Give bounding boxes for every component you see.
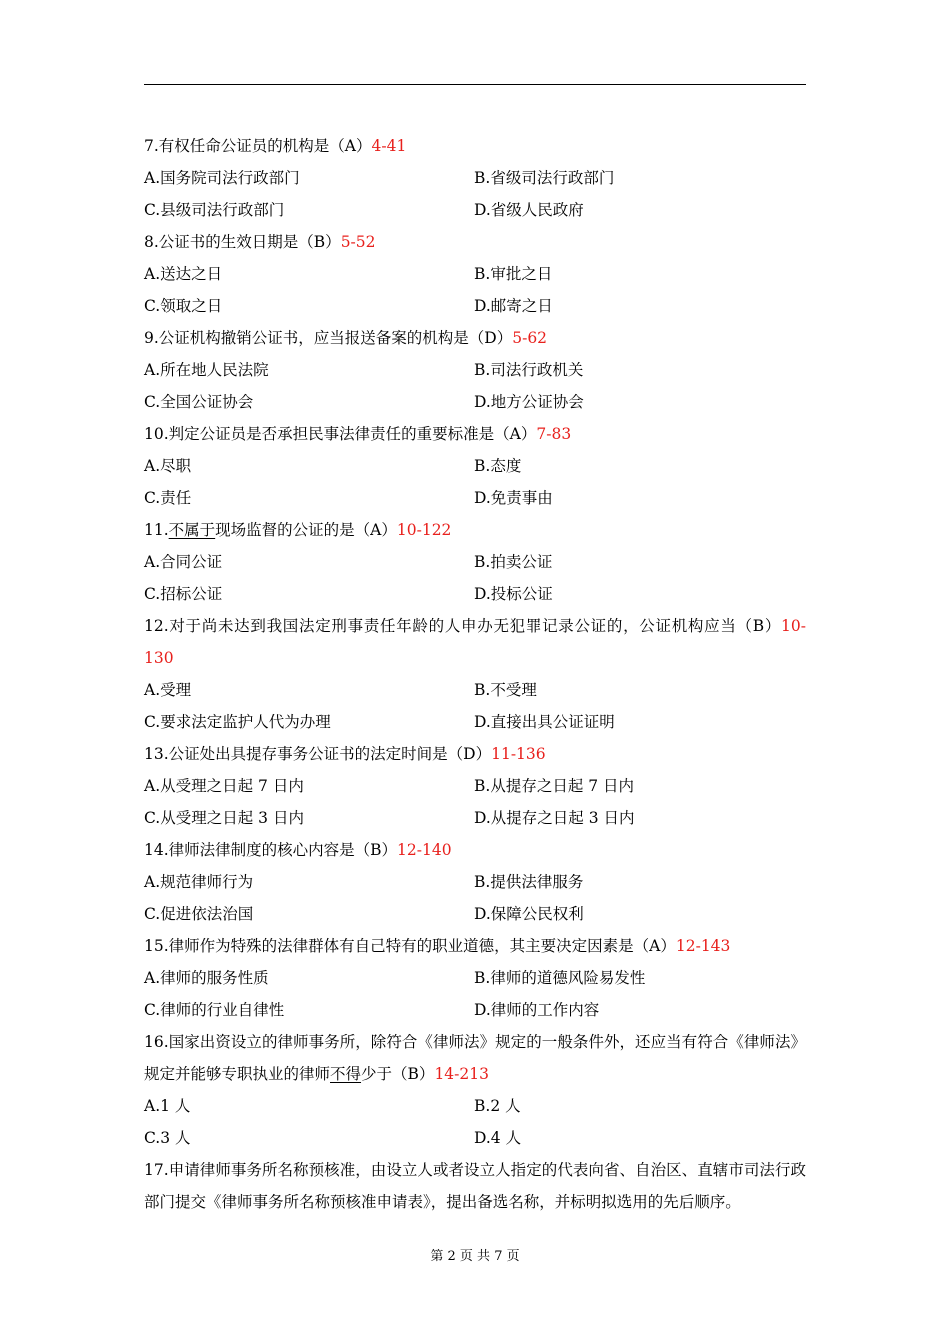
page-reference: 4-41: [371, 137, 407, 155]
question-list: [144, 130, 806, 1218]
page-reference: 14-213: [434, 1065, 489, 1083]
question-stem: 9.公证机构撤销公证书，应当报送备案的机构是（D）: [144, 329, 513, 347]
option-c: C.要求法定监护人代为办理: [144, 713, 331, 731]
option-d: D.律师的工作内容: [474, 1001, 600, 1019]
underlined-keyword: 不属于: [168, 521, 216, 539]
option-a: A.送达之日: [144, 265, 223, 283]
option-b: B.从提存之日起 7 日内: [474, 777, 635, 795]
question-13: [144, 738, 806, 834]
option-b: B.态度: [474, 457, 522, 475]
option-b: B.不受理: [474, 681, 537, 699]
option-d: D.省级人民政府: [474, 201, 584, 219]
question-stem-prefix: 16.国家出资设立的律师事务所，除符合《律师法》规定的一般条件外，还应当有符合《律师法》规定并能够专职执业的律师: [144, 1033, 806, 1083]
header-rule: [144, 84, 806, 85]
option-a: A.尽职: [144, 457, 192, 475]
page-reference: 12-140: [397, 841, 452, 859]
option-d: D.4 人: [474, 1129, 522, 1147]
page-reference: 10-122: [396, 521, 452, 539]
option-c: C.促进依法治国: [144, 905, 254, 923]
question-stem: 15.律师作为特殊的法律群体有自己特有的职业道德，其主要决定因素是（A）: [144, 937, 676, 955]
question-14: [144, 834, 806, 930]
option-b: B.省级司法行政部门: [474, 169, 615, 187]
question-16: [144, 1026, 806, 1154]
underlined-keyword: 不得: [330, 1065, 362, 1083]
option-b: B.拍卖公证: [474, 553, 553, 571]
option-b: B.2 人: [474, 1097, 521, 1115]
option-c: C.责任: [144, 489, 192, 507]
question-stem: 7.有权任命公证员的机构是（A）: [144, 137, 372, 155]
option-a: A.所在地人民法院: [144, 361, 269, 379]
option-c: C.从受理之日起 3 日内: [144, 809, 304, 827]
option-c: C.县级司法行政部门: [144, 201, 285, 219]
page-reference: 5-62: [512, 329, 548, 347]
question-stem-rest: 少于（B）: [361, 1065, 435, 1083]
option-b: B.司法行政机关: [474, 361, 584, 379]
option-b: B.审批之日: [474, 265, 553, 283]
option-b: B.律师的道德风险易发性: [474, 969, 646, 987]
option-a: A.1 人: [144, 1097, 191, 1115]
option-d: D.直接出具公证证明: [474, 713, 615, 731]
question-stem: 13.公证处出具提存事务公证书的法定时间是（D）: [144, 745, 492, 763]
page-reference: 10-130: [144, 617, 806, 667]
option-d: D.保障公民权利: [474, 905, 584, 923]
page-reference: 12-143: [675, 937, 731, 955]
option-c: C.律师的行业自律性: [144, 1001, 285, 1019]
option-a: A.合同公证: [144, 553, 223, 571]
option-b: B.提供法律服务: [474, 873, 584, 891]
question-stem-rest: 现场监督的公证的是（A）: [215, 521, 397, 539]
question-stem: 17.申请律师事务所名称预核准，由设立人或者设立人指定的代表向省、自治区、直辖市司法行政部门提交《律师事务所名称预核准申请表》，提出备选名称，并标明拟选用的先后顺序。: [144, 1161, 806, 1211]
option-d: D.投标公证: [474, 585, 553, 603]
option-d: D.邮寄之日: [474, 297, 553, 315]
question-7: [144, 130, 806, 226]
page-reference: 7-83: [536, 425, 572, 443]
option-d: D.免责事由: [474, 489, 553, 507]
question-10: [144, 418, 806, 514]
question-stem: 8.公证书的生效日期是（B）: [144, 233, 341, 251]
option-a: A.受理: [144, 681, 192, 699]
option-c: C.领取之日: [144, 297, 223, 315]
question-8: [144, 226, 806, 322]
question-stem-prefix: 11.: [144, 521, 169, 539]
question-stem: 10.判定公证员是否承担民事法律责任的重要标准是（A）: [144, 425, 537, 443]
page-reference: 5-52: [340, 233, 376, 251]
option-a: A.国务院司法行政部门: [144, 169, 300, 187]
question-17: [144, 1154, 806, 1218]
question-11: [144, 514, 806, 610]
option-a: A.从受理之日起 7 日内: [144, 777, 304, 795]
option-c: C.招标公证: [144, 585, 223, 603]
question-12: [144, 610, 806, 738]
page-footer: 第 2 页 共 7 页: [430, 1249, 520, 1264]
option-d: D.从提存之日起 3 日内: [474, 809, 635, 827]
option-a: A.律师的服务性质: [144, 969, 269, 987]
option-d: D.地方公证协会: [474, 393, 584, 411]
option-c: C.3 人: [144, 1129, 191, 1147]
option-a: A.规范律师行为: [144, 873, 254, 891]
option-c: C.全国公证协会: [144, 393, 254, 411]
question-9: [144, 322, 806, 418]
question-stem: 14.律师法律制度的核心内容是（B）: [144, 841, 398, 859]
question-stem: 12.对于尚未达到我国法定刑事责任年龄的人申办无犯罪记录公证的，公证机构应当（B）: [144, 617, 782, 635]
page-reference: 11-136: [491, 745, 546, 763]
question-15: [144, 930, 806, 1026]
